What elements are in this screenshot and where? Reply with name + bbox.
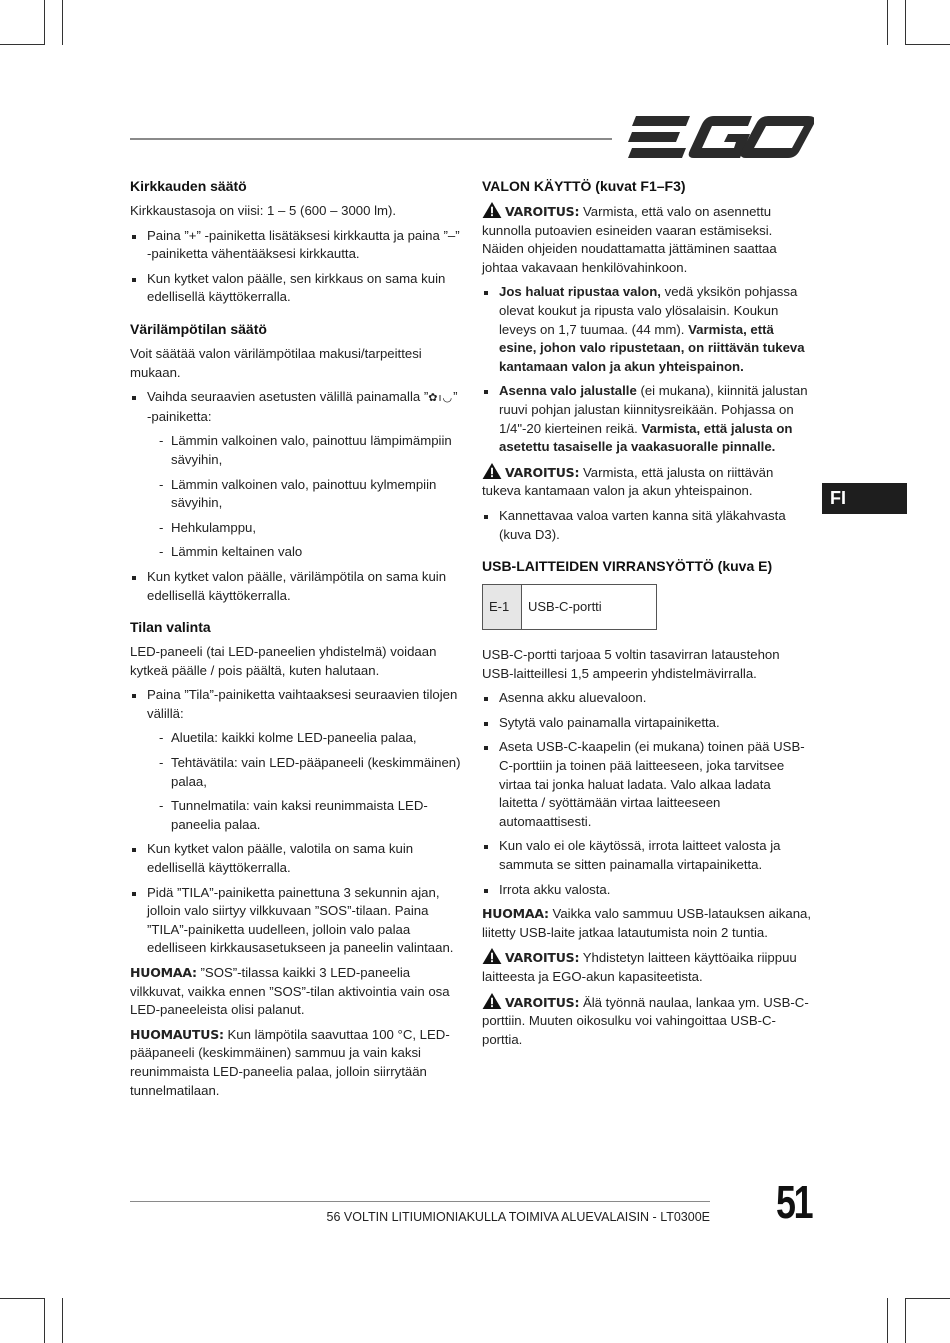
list-item: Asenna akku aluevaloon. [482,689,812,708]
warning-stand [482,463,812,501]
warning-label: VAROITUS: [505,950,580,966]
crop-mark [62,0,63,45]
footer-rule [130,1201,710,1202]
crop-mark [887,0,888,45]
warning-icon [482,202,502,218]
temperature-caution [130,1026,465,1100]
note-label: HUOMAA: [130,965,197,980]
list-item [482,382,812,456]
color-temp-list [130,388,465,605]
warning-label: VAROITUS: [505,204,580,219]
warning-icon [482,463,502,479]
left-column [130,176,465,1106]
list-item: Irrota akku valosta. [482,881,812,900]
warning-text: Varmista, että valo on asennettu kunnolla putoavien esineiden vaaran estämiseksi. Näiden ohjeiden noudattamatta jättäminen saattaa johtaa vakavaan henkilövahinkoon. [482,204,777,275]
list-item [130,686,465,834]
mode-intro: LED-paneeli (tai LED-paneelien yhdistelmä) voidaan kytkeä päälle / pois päältä, kuten halutaan. [130,644,437,678]
operation-heading: VALON KÄYTTÖ (kuvat F1–F3) [482,178,686,194]
list-item: - Tehtävätila: vain LED-pääpaneeli (keskimmäinen) palaa, [147,754,465,791]
warning-port [482,993,812,1050]
bold-text: Asenna valo jalustalle [499,383,637,399]
color-temp-heading: Värilämpötilan säätö [130,320,267,337]
footer-text: 56 VOLTIN LITIUMIONIAKULLA TOIMIVA ALUEVALAISIN - LT0300E [326,1210,710,1224]
list-item-text: ” -painiketta: [147,389,458,424]
list-item: - Hehkulamppu, [147,519,465,538]
usb-heading: USB-LAITTEIDEN VIRRANSYÖTTÖ (kuva E) [482,558,773,575]
brightness-intro: Kirkkaustasoja on viisi: 1 – 5 (600 – 3000 lm). [130,203,397,218]
color-temp-intro: Voit säätää valon värilämpötilaa makusi/tarpeittesi mukaan. [130,345,422,380]
crop-mark [905,1298,906,1343]
usb-intro: USB-C-portti tarjoaa 5 voltin tasavirran lataustehon USB-laitteillesi 1,5 ampeerin yhdistelmävirralla. [482,647,780,681]
list-item: Kun valo ei ole käytössä, irrota laitteet valosta ja sammuta se sitten painamalla virtapainiketta. [482,837,812,874]
warning-text: Yhdistetyn laitteen käyttöaika riippuu laitteesta ja EGO-akun kapasiteetista. [482,950,797,984]
crop-mark [44,1298,45,1343]
list-item: Kun kytket valon päälle, värilämpötila on sama kuin edellisellä käyttökerralla. [130,568,465,605]
list-item: Kun kytket valon päälle, sen kirkkaus on sama kuin edellisellä käyttökerralla. [130,270,465,307]
list-item: Aseta USB-C-kaapelin (ei mukana) toinen pää USB-C-porttiin ja toinen pää laitteeseen, joka tarvitsee virtaa tai jonka haluat ladata. Valo alkaa ladata laitetta / syöttämään virtaa laitteeseen automaattisesti. [482,738,812,831]
crop-mark [0,44,45,45]
crop-mark [0,1298,45,1299]
bold-text: Varmista, että jalusta on asetettu tasaiselle ja vaakasuoralle pinnalle. [499,420,793,455]
right-column [482,176,812,1055]
brightness-list [130,227,465,307]
warning-text: Älä työnnä naulaa, lankaa ym. USB-C-porttiin. Muuten oikosulku voi vahingoittaa USB-C-porttia. [482,994,809,1047]
warning-mount [482,202,812,277]
warning-label: VAROITUS: [505,464,580,480]
list-item: Pidä ”TILA”-painiketta painettuna 3 sekunnin ajan, jolloin valo siirtyy vilkkuvaan ”SOS”-tilaan. Paina ”TILA”-painiketta uudelleen, jolloin valo palaa edelliseen kirkkausasetukseen ja paneelin valintaan. [130,884,465,958]
mode-options [147,729,465,834]
list-item: - Lämmin valkoinen valo, painottuu kylmempiin sävyihin, [147,476,465,513]
crop-mark [44,0,45,45]
list-item-text: Vaihda seuraavien asetusten välillä painamalla ” [147,389,429,405]
caution-text: Kun lämpötila saavuttaa 100 °C, LED-pääpaneeli (keskimmäinen) sammuu ja vain kaksi reunimmaista LED-paneelia palaa, jolloin siirrytään tunnelmatilaan. [130,1026,450,1098]
ego-logo [628,116,814,158]
crop-mark [905,44,950,45]
bold-text: Varmista, että esine, johon valo ripustetaan, on riittävän tukeva kantamaan valon ja akun yhteispainon. [499,321,805,374]
table-value: USB-C-portti [522,585,657,630]
warning-runtime [482,948,812,986]
mode-heading: Tilan valinta [130,619,211,636]
crop-mark [905,0,906,45]
caution-label: HUOMAUTUS: [130,1026,224,1042]
page-number: 51 [776,1176,812,1228]
list-item: Kannettavaa valoa varten kanna sitä yläkahvasta (kuva D3). [482,507,812,544]
brightness-heading: Kirkkauden säätö [130,178,247,194]
note-label: HUOMAA: [482,906,549,922]
header-rule [130,138,612,140]
list-item: - Tunnelmatila: vain kaksi reunimmaista LED-paneelia palaa. [147,797,465,834]
warning-icon [482,948,502,964]
language-tab: FI [822,483,907,514]
list-item: Kun kytket valon päälle, valotila on sama kuin edellisellä käyttökerralla. [130,840,465,877]
mode-list [130,686,465,958]
color-options [147,432,465,562]
note-text: Vaikka valo sammuu USB-latauksen aikana, liitetty USB-laite jatkaa latautumista noin 2 tuntia. [482,906,812,940]
bold-text: Jos haluat ripustaa valon, [499,284,661,300]
table-row [483,585,657,630]
crop-mark [905,1298,950,1299]
mount-list [482,283,812,456]
usb-note [482,905,812,942]
usb-legend-table [482,584,657,630]
list-item: - Lämmin keltainen valo [147,543,465,562]
list-item: Paina ”+” -painiketta lisätäksesi kirkkautta ja paina ”–” -painiketta vähentääksesi kirkkautta. [130,227,465,264]
list-item-text: (ei mukana), kiinnitä jalustan ruuvi pohjan jalustan kiinnitysreikään. Pohjassa on 1/4"-20 kierteinen reikä. [499,383,808,436]
list-item: Sytytä valo painamalla virtapainiketta. [482,714,812,733]
crop-mark [62,1298,63,1343]
list-item [130,388,465,562]
table-key: E-1 [483,585,522,630]
color-mode-icon: ✿ı◡ [428,392,454,405]
list-item-text: Paina ”Tila”-painiketta vaihtaaksesi seuraavien tilojen välillä: [147,687,458,721]
warning-icon [482,993,502,1009]
crop-mark [887,1298,888,1343]
list-item-text: vedä yksikön pohjassa olevat koukut ja ripusta valo ylösalaisin. Koukun leveys on 1,7 tuumaa. (44 mm). [499,284,798,337]
sos-note [130,964,465,1020]
usb-steps [482,689,812,899]
list-item: - Aluetila: kaikki kolme LED-paneelia palaa, [147,729,465,748]
note-text: ”SOS”-tilassa kaikki 3 LED-paneelia vilkkuvat, vaikka ennen ”SOS”-tilan aktivointia vain osa LED-paneeleista olisi palanut. [130,965,450,1018]
list-item [482,283,812,376]
carry-list [482,507,812,544]
warning-text: Varmista, että jalusta on riittävän tukeva kantamaan valon ja akun yhteispainon. [482,464,774,499]
list-item: - Lämmin valkoinen valo, painottuu lämpimämpiin sävyihin, [147,432,465,469]
warning-label: VAROITUS: [505,994,580,1010]
